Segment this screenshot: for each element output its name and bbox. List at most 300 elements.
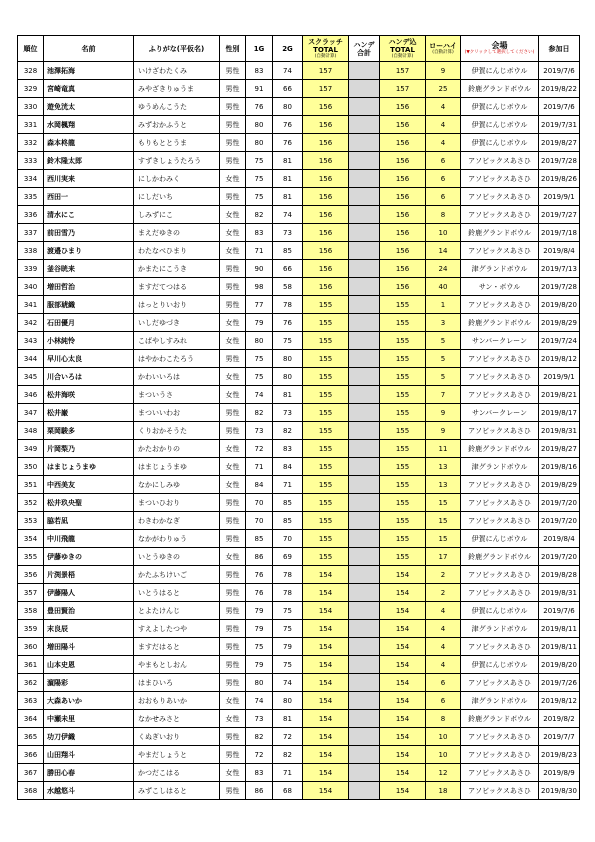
venue-select-cell[interactable]: 鈴鹿グランドボウル	[461, 710, 539, 728]
handicap-cell[interactable]	[349, 260, 380, 278]
handicap-total-cell: 154	[380, 710, 426, 728]
venue-select-cell[interactable]: 伊賀にんじボウル	[461, 530, 539, 548]
venue-select-cell[interactable]: アソビックスあさひ	[461, 188, 539, 206]
handicap-cell[interactable]	[349, 80, 380, 98]
date-cell[interactable]: 2019/8/4	[539, 242, 580, 260]
venue-select-cell[interactable]: 伊賀にんじボウル	[461, 656, 539, 674]
date-cell[interactable]: 2019/8/30	[539, 782, 580, 800]
game2-score-cell: 71	[273, 764, 303, 782]
handicap-cell[interactable]	[349, 170, 380, 188]
rank-cell: 356	[18, 566, 44, 584]
handicap-cell[interactable]	[349, 98, 380, 116]
kana-cell: まついひおり	[134, 494, 220, 512]
kana-cell: おおもりあいか	[134, 692, 220, 710]
gender-cell: 女性	[220, 368, 246, 386]
handicap-total-cell: 156	[380, 134, 426, 152]
venue-select-cell[interactable]: アソビックスあさひ	[461, 638, 539, 656]
kana-cell: やまもとしおん	[134, 656, 220, 674]
header-low-high-note: (自動計算)	[432, 49, 454, 55]
handicap-cell[interactable]	[349, 620, 380, 638]
gender-cell: 男性	[220, 728, 246, 746]
low-high-cell: 40	[426, 278, 461, 296]
game2-score-cell: 85	[273, 242, 303, 260]
date-cell[interactable]: 2019/8/16	[539, 458, 580, 476]
kana-cell: なかがわりゅう	[134, 530, 220, 548]
game1-score-cell: 85	[246, 530, 273, 548]
rank-cell: 328	[18, 62, 44, 80]
game1-score-cell: 83	[246, 764, 273, 782]
date-cell[interactable]: 2019/9/1	[539, 368, 580, 386]
handicap-cell[interactable]	[349, 404, 380, 422]
handicap-cell[interactable]	[349, 710, 380, 728]
gender-cell: 男性	[220, 602, 246, 620]
handicap-cell[interactable]	[349, 368, 380, 386]
handicap-cell[interactable]	[349, 476, 380, 494]
handicap-cell[interactable]	[349, 278, 380, 296]
date-cell[interactable]: 2019/8/12	[539, 350, 580, 368]
game1-score-cell: 80	[246, 134, 273, 152]
gender-cell: 男性	[220, 620, 246, 638]
game1-score-cell: 74	[246, 692, 273, 710]
rank-cell: 343	[18, 332, 44, 350]
game2-score-cell: 79	[273, 638, 303, 656]
venue-select-cell[interactable]: アソビックスあさひ	[461, 584, 539, 602]
handicap-cell[interactable]	[349, 602, 380, 620]
rank-cell: 347	[18, 404, 44, 422]
gender-cell: 男性	[220, 188, 246, 206]
handicap-cell[interactable]	[349, 656, 380, 674]
scratch-total-cell: 155	[303, 458, 349, 476]
gender-cell: 男性	[220, 566, 246, 584]
low-high-cell: 15	[426, 494, 461, 512]
handicap-cell[interactable]	[349, 134, 380, 152]
header-handicap-total-label: ハンデ込 TOTAL	[388, 37, 417, 54]
low-high-cell: 6	[426, 674, 461, 692]
handicap-total-cell: 156	[380, 278, 426, 296]
handicap-cell[interactable]	[349, 674, 380, 692]
name-cell: 伊藤陽人	[44, 584, 134, 602]
date-cell[interactable]: 2019/8/26	[539, 170, 580, 188]
name-cell: 森本柊龍	[44, 134, 134, 152]
handicap-cell[interactable]	[349, 422, 380, 440]
handicap-cell[interactable]	[349, 566, 380, 584]
game2-score-cell: 81	[273, 188, 303, 206]
name-cell: 片渕景梧	[44, 566, 134, 584]
date-cell[interactable]: 2019/7/28	[539, 152, 580, 170]
rank-cell: 367	[18, 764, 44, 782]
table-row	[18, 224, 580, 242]
header-venue	[461, 36, 539, 62]
handicap-cell[interactable]	[349, 458, 380, 476]
game2-score-cell: 58	[273, 278, 303, 296]
date-cell[interactable]: 2019/8/9	[539, 764, 580, 782]
handicap-total-cell: 157	[380, 62, 426, 80]
venue-select-cell[interactable]: 伊賀にんじボウル	[461, 116, 539, 134]
name-cell: 水越悠斗	[44, 782, 134, 800]
table-row	[18, 80, 580, 98]
venue-select-cell[interactable]: 伊賀にんじボウル	[461, 62, 539, 80]
rank-cell: 348	[18, 422, 44, 440]
kana-cell: くりおかそうた	[134, 422, 220, 440]
date-cell[interactable]: 2019/7/6	[539, 98, 580, 116]
handicap-cell[interactable]	[349, 548, 380, 566]
table-row	[18, 98, 580, 116]
rank-cell: 332	[18, 134, 44, 152]
game2-score-cell: 81	[273, 386, 303, 404]
scratch-total-cell: 156	[303, 242, 349, 260]
rank-cell: 329	[18, 80, 44, 98]
name-cell: 宮崎竜真	[44, 80, 134, 98]
game2-score-cell: 68	[273, 782, 303, 800]
name-cell: 豊田賢治	[44, 602, 134, 620]
table-row	[18, 188, 580, 206]
game1-score-cell: 74	[246, 386, 273, 404]
handicap-cell[interactable]	[349, 116, 380, 134]
scratch-total-cell: 155	[303, 314, 349, 332]
handicap-cell[interactable]	[349, 764, 380, 782]
gender-cell: 男性	[220, 296, 246, 314]
rank-cell: 336	[18, 206, 44, 224]
handicap-total-cell: 155	[380, 494, 426, 512]
gender-cell: 女性	[220, 476, 246, 494]
game2-score-cell: 84	[273, 458, 303, 476]
handicap-cell[interactable]	[349, 152, 380, 170]
handicap-total-cell: 157	[380, 80, 426, 98]
name-cell: 増田陽斗	[44, 638, 134, 656]
table-row	[18, 386, 580, 404]
game1-score-cell: 84	[246, 476, 273, 494]
date-cell[interactable]: 2019/7/7	[539, 728, 580, 746]
table-row	[18, 350, 580, 368]
handicap-cell[interactable]	[349, 224, 380, 242]
handicap-cell[interactable]	[349, 638, 380, 656]
venue-select-cell[interactable]: アソビックスあさひ	[461, 476, 539, 494]
venue-select-cell[interactable]: アソビックスあさひ	[461, 152, 539, 170]
kana-cell: にしだいち	[134, 188, 220, 206]
table-row	[18, 548, 580, 566]
low-high-cell: 9	[426, 404, 461, 422]
game1-score-cell: 75	[246, 152, 273, 170]
venue-select-cell[interactable]: 鈴鹿グランドボウル	[461, 440, 539, 458]
table-row	[18, 584, 580, 602]
game2-score-cell: 82	[273, 422, 303, 440]
handicap-cell[interactable]	[349, 62, 380, 80]
name-cell: 早川心太良	[44, 350, 134, 368]
low-high-cell: 8	[426, 710, 461, 728]
game2-score-cell: 75	[273, 332, 303, 350]
game1-score-cell: 75	[246, 368, 273, 386]
handicap-cell[interactable]	[349, 386, 380, 404]
scratch-total-cell: 155	[303, 332, 349, 350]
game2-score-cell: 80	[273, 98, 303, 116]
date-cell[interactable]: 2019/8/29	[539, 476, 580, 494]
name-cell: 中川飛龍	[44, 530, 134, 548]
name-cell: 末良辰	[44, 620, 134, 638]
kana-cell: みずおかふうと	[134, 116, 220, 134]
gender-cell: 男性	[220, 674, 246, 692]
venue-select-cell[interactable]: 鈴鹿グランドボウル	[461, 80, 539, 98]
table-row	[18, 242, 580, 260]
handicap-cell[interactable]	[349, 332, 380, 350]
handicap-cell[interactable]	[349, 692, 380, 710]
game1-score-cell: 79	[246, 656, 273, 674]
handicap-total-cell: 155	[380, 548, 426, 566]
date-cell[interactable]: 2019/7/6	[539, 62, 580, 80]
game1-score-cell: 72	[246, 440, 273, 458]
venue-select-cell[interactable]: アソビックスあさひ	[461, 764, 539, 782]
gender-cell: 女性	[220, 332, 246, 350]
handicap-cell[interactable]	[349, 728, 380, 746]
header-game1: 1G	[246, 36, 273, 62]
date-cell[interactable]: 2019/7/28	[539, 278, 580, 296]
game1-score-cell: 79	[246, 620, 273, 638]
name-cell: はまじょうまゆ	[44, 458, 134, 476]
handicap-cell[interactable]	[349, 584, 380, 602]
table-row	[18, 746, 580, 764]
venue-select-cell[interactable]: アソビックスあさひ	[461, 350, 539, 368]
table-row	[18, 782, 580, 800]
handicap-total-cell: 155	[380, 368, 426, 386]
table-row	[18, 62, 580, 80]
date-cell[interactable]: 2019/8/31	[539, 584, 580, 602]
date-cell[interactable]: 2019/8/27	[539, 134, 580, 152]
handicap-total-cell: 156	[380, 260, 426, 278]
game1-score-cell: 90	[246, 260, 273, 278]
handicap-total-cell: 156	[380, 152, 426, 170]
date-cell[interactable]: 2019/8/20	[539, 296, 580, 314]
kana-cell: ゆうめんこうた	[134, 98, 220, 116]
venue-select-cell[interactable]: アソビックスあさひ	[461, 728, 539, 746]
handicap-total-cell: 156	[380, 116, 426, 134]
header-gender: 性別	[220, 36, 246, 62]
venue-select-cell[interactable]: 津グランドボウル	[461, 260, 539, 278]
date-cell[interactable]: 2019/8/12	[539, 692, 580, 710]
venue-select-cell[interactable]: 伊賀にんじボウル	[461, 602, 539, 620]
handicap-cell[interactable]	[349, 296, 380, 314]
rank-cell: 350	[18, 458, 44, 476]
handicap-cell[interactable]	[349, 188, 380, 206]
date-cell[interactable]: 2019/7/26	[539, 674, 580, 692]
venue-select-cell[interactable]: 津グランドボウル	[461, 620, 539, 638]
table-row	[18, 116, 580, 134]
venue-select-cell[interactable]: アソビックスあさひ	[461, 512, 539, 530]
gender-cell: 男性	[220, 530, 246, 548]
table-row	[18, 332, 580, 350]
handicap-cell[interactable]	[349, 746, 380, 764]
handicap-cell[interactable]	[349, 350, 380, 368]
venue-select-cell[interactable]: アソビックスあさひ	[461, 206, 539, 224]
table-row	[18, 530, 580, 548]
scratch-total-cell: 156	[303, 224, 349, 242]
date-cell[interactable]: 2019/8/4	[539, 530, 580, 548]
gender-cell: 男性	[220, 278, 246, 296]
handicap-cell[interactable]	[349, 206, 380, 224]
scratch-total-cell: 156	[303, 134, 349, 152]
gender-cell: 女性	[220, 692, 246, 710]
low-high-cell: 6	[426, 170, 461, 188]
header-low-high	[426, 36, 461, 62]
date-cell[interactable]: 2019/8/17	[539, 404, 580, 422]
venue-select-cell[interactable]: アソビックスあさひ	[461, 296, 539, 314]
scratch-total-cell: 154	[303, 782, 349, 800]
game1-score-cell: 76	[246, 584, 273, 602]
venue-select-cell[interactable]: アソビックスあさひ	[461, 386, 539, 404]
venue-select-cell[interactable]: アソビックスあさひ	[461, 242, 539, 260]
kana-cell: はまひいろ	[134, 674, 220, 692]
name-cell: 川合いろは	[44, 368, 134, 386]
header-handicap-total-note: (自動計算)	[391, 53, 414, 59]
gender-cell: 女性	[220, 710, 246, 728]
handicap-total-cell: 154	[380, 674, 426, 692]
handicap-total-cell: 155	[380, 476, 426, 494]
venue-select-cell[interactable]: アソビックスあさひ	[461, 494, 539, 512]
venue-select-cell[interactable]: アソビックスあさひ	[461, 782, 539, 800]
game1-score-cell: 75	[246, 638, 273, 656]
venue-select-cell[interactable]: サンバークレーン	[461, 404, 539, 422]
date-cell[interactable]: 2019/7/20	[539, 548, 580, 566]
name-cell: 遊免洸太	[44, 98, 134, 116]
date-cell[interactable]: 2019/8/20	[539, 656, 580, 674]
scratch-total-cell: 155	[303, 494, 349, 512]
rank-cell: 354	[18, 530, 44, 548]
game2-score-cell: 74	[273, 62, 303, 80]
venue-select-cell[interactable]: 伊賀にんじボウル	[461, 98, 539, 116]
date-cell[interactable]: 2019/8/23	[539, 746, 580, 764]
date-cell[interactable]: 2019/7/18	[539, 224, 580, 242]
gender-cell: 男性	[220, 494, 246, 512]
game2-score-cell: 66	[273, 80, 303, 98]
scratch-total-cell: 155	[303, 548, 349, 566]
date-cell[interactable]: 2019/7/20	[539, 494, 580, 512]
table-row	[18, 494, 580, 512]
header-scratch-total	[303, 36, 349, 62]
date-cell[interactable]: 2019/7/20	[539, 512, 580, 530]
date-cell[interactable]: 2019/7/6	[539, 602, 580, 620]
date-cell[interactable]: 2019/7/27	[539, 206, 580, 224]
handicap-cell[interactable]	[349, 530, 380, 548]
rank-cell: 357	[18, 584, 44, 602]
venue-select-cell[interactable]: アソビックスあさひ	[461, 746, 539, 764]
rank-cell: 352	[18, 494, 44, 512]
venue-select-cell[interactable]: アソビックスあさひ	[461, 422, 539, 440]
kana-cell: かまたにこうき	[134, 260, 220, 278]
date-cell[interactable]: 2019/8/31	[539, 422, 580, 440]
date-cell[interactable]: 2019/8/11	[539, 638, 580, 656]
game1-score-cell: 73	[246, 710, 273, 728]
game1-score-cell: 72	[246, 746, 273, 764]
scratch-total-cell: 154	[303, 620, 349, 638]
scratch-total-cell: 155	[303, 512, 349, 530]
venue-select-cell[interactable]: アソビックスあさひ	[461, 170, 539, 188]
table-row	[18, 152, 580, 170]
date-cell[interactable]: 2019/7/13	[539, 260, 580, 278]
low-high-cell: 5	[426, 368, 461, 386]
kana-cell: はまじょうまゆ	[134, 458, 220, 476]
gender-cell: 女性	[220, 242, 246, 260]
date-cell[interactable]: 2019/8/2	[539, 710, 580, 728]
kana-cell: かつだこはる	[134, 764, 220, 782]
table-row	[18, 638, 580, 656]
name-cell: 中瀬未里	[44, 710, 134, 728]
header-scratch-total-label: スクラッチ TOTAL	[308, 37, 343, 54]
name-cell: 鈴木隆太郎	[44, 152, 134, 170]
date-cell[interactable]: 2019/7/24	[539, 332, 580, 350]
game2-score-cell: 81	[273, 152, 303, 170]
handicap-cell[interactable]	[349, 242, 380, 260]
game2-score-cell: 78	[273, 566, 303, 584]
game1-score-cell: 80	[246, 674, 273, 692]
header-name: 名前	[44, 36, 134, 62]
venue-select-cell[interactable]: 鈴鹿グランドボウル	[461, 224, 539, 242]
header-rank: 順位	[18, 36, 44, 62]
handicap-cell[interactable]	[349, 314, 380, 332]
venue-select-cell[interactable]: アソビックスあさひ	[461, 368, 539, 386]
date-cell[interactable]: 2019/7/31	[539, 116, 580, 134]
header-row	[18, 36, 580, 62]
handicap-total-cell: 156	[380, 98, 426, 116]
date-cell[interactable]: 2019/8/21	[539, 386, 580, 404]
date-cell[interactable]: 2019/9/1	[539, 188, 580, 206]
name-cell: 勝田心春	[44, 764, 134, 782]
gender-cell: 女性	[220, 224, 246, 242]
handicap-cell[interactable]	[349, 494, 380, 512]
venue-select-cell[interactable]: 津グランドボウル	[461, 692, 539, 710]
handicap-cell[interactable]	[349, 440, 380, 458]
low-high-cell: 9	[426, 422, 461, 440]
venue-select-cell[interactable]: 伊賀にんじボウル	[461, 134, 539, 152]
kana-cell: はっとりいおり	[134, 296, 220, 314]
low-high-cell: 4	[426, 134, 461, 152]
gender-cell: 女性	[220, 440, 246, 458]
low-high-cell: 4	[426, 602, 461, 620]
venue-select-cell[interactable]: 鈴鹿グランドボウル	[461, 314, 539, 332]
scratch-total-cell: 155	[303, 368, 349, 386]
rank-cell: 334	[18, 170, 44, 188]
kana-cell: もりもととうま	[134, 134, 220, 152]
handicap-cell[interactable]	[349, 512, 380, 530]
venue-select-cell[interactable]: 鈴鹿グランドボウル	[461, 548, 539, 566]
venue-select-cell[interactable]: 津グランドボウル	[461, 458, 539, 476]
header-handicap-label: ハンデ 合計	[353, 40, 375, 57]
handicap-total-cell: 154	[380, 656, 426, 674]
date-cell[interactable]: 2019/8/28	[539, 566, 580, 584]
header-kana: ふりがな(平仮名)	[134, 36, 220, 62]
date-cell[interactable]: 2019/8/29	[539, 314, 580, 332]
venue-select-cell[interactable]: サンバークレーン	[461, 332, 539, 350]
kana-cell: かたおかりの	[134, 440, 220, 458]
gender-cell: 男性	[220, 134, 246, 152]
kana-cell: まついいわお	[134, 404, 220, 422]
scratch-total-cell: 154	[303, 692, 349, 710]
name-cell: 前田雪乃	[44, 224, 134, 242]
date-cell[interactable]: 2019/8/11	[539, 620, 580, 638]
handicap-cell[interactable]	[349, 782, 380, 800]
rank-cell: 335	[18, 188, 44, 206]
rank-cell: 340	[18, 278, 44, 296]
name-cell: 脇若凪	[44, 512, 134, 530]
handicap-total-cell: 154	[380, 728, 426, 746]
rank-cell: 363	[18, 692, 44, 710]
venue-select-cell[interactable]: アソビックスあさひ	[461, 674, 539, 692]
name-cell: 濵陽彩	[44, 674, 134, 692]
venue-select-cell[interactable]: アソビックスあさひ	[461, 566, 539, 584]
date-cell[interactable]: 2019/8/22	[539, 80, 580, 98]
gender-cell: 男性	[220, 746, 246, 764]
date-cell[interactable]: 2019/8/27	[539, 440, 580, 458]
kana-cell: こばやしすみれ	[134, 332, 220, 350]
venue-select-cell[interactable]: サン・ボウル	[461, 278, 539, 296]
scratch-total-cell: 157	[303, 62, 349, 80]
